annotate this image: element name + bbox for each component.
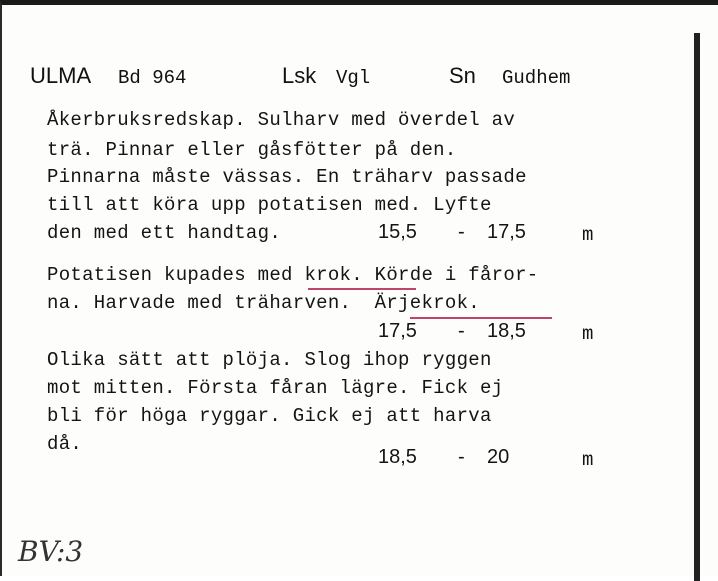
text-line: Olika sätt att plöja. Slog ihop ryggen (47, 349, 492, 371)
range-to: 20 (487, 446, 510, 468)
range-unit: m (582, 449, 594, 471)
text-line: Pinnarna måste vässas. En träharv passade (47, 166, 527, 188)
socken-label: Sn (449, 63, 476, 88)
text-line: Åkerbruksredskap. Sulharv med överdel av (47, 109, 516, 131)
range-to: 17,5 (487, 221, 526, 243)
range-from: 18,5 (378, 446, 417, 468)
handwritten-signature: BV:3 (18, 535, 84, 568)
range-to: 18,5 (487, 320, 526, 342)
range-from: 17,5 (378, 320, 417, 342)
range-unit: m (582, 224, 594, 246)
text-line: bli för höga ryggar. Gick ej att harva (47, 405, 492, 427)
text-line: till att köra upp potatisen med. Lyfte (47, 194, 492, 216)
text-line: då. (47, 433, 83, 455)
underline-mark (308, 288, 416, 290)
range-dash: - (458, 320, 465, 342)
archive-code: ULMA (30, 63, 92, 88)
text-line: trä. Pinnar eller gåsfötter på den. (47, 139, 457, 161)
text-line: na. Harvade med träharven. Ärjekrok. (47, 292, 480, 314)
landskap-label: Lsk (282, 63, 317, 88)
text-line: mot mitten. Första fåran lägre. Fick ej (47, 377, 504, 399)
record-number: Bd 964 (118, 67, 187, 89)
landskap-value: Vgl (336, 67, 371, 89)
card-edge-mark (694, 33, 700, 581)
socken-value: Gudhem (502, 67, 571, 89)
range-unit: m (582, 323, 594, 345)
text-line: den med ett handtag. (47, 222, 282, 244)
range-from: 15,5 (378, 221, 417, 243)
underline-mark (410, 317, 552, 319)
range-dash: - (458, 221, 465, 243)
range-dash: - (458, 446, 465, 468)
text-line: Potatisen kupades med krok. Körde i fåror- (47, 264, 539, 286)
